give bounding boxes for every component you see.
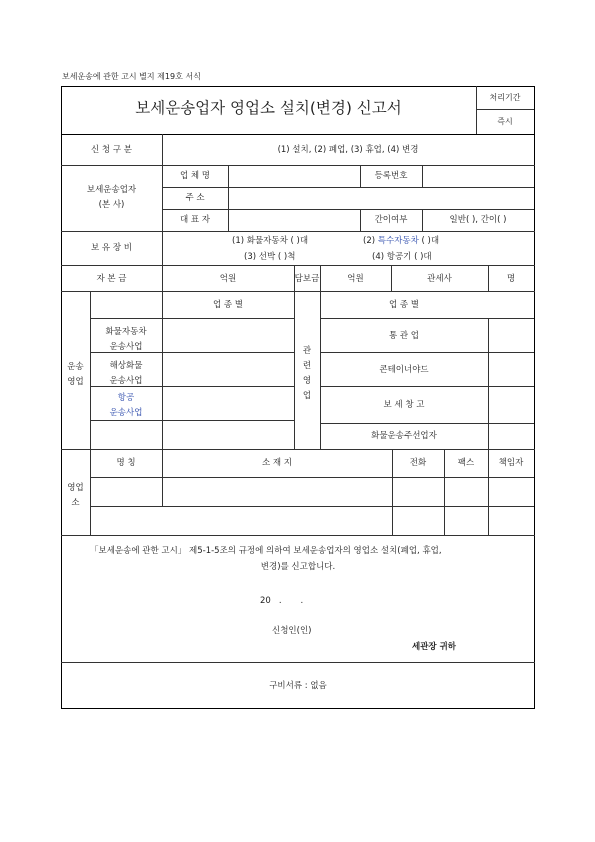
representative-label: 대 표 자 — [179, 215, 211, 225]
equipment-special-vehicle[interactable] — [363, 237, 439, 246]
business-type-header-right: 업 종 별 — [388, 300, 420, 310]
simple-flag-label: 간이여부 — [374, 215, 408, 225]
application-type-options[interactable]: (1) 설치, (2) 폐업, (3) 휴업, (4) 변경 — [277, 145, 419, 155]
registration-number-label: 등록번호 — [374, 171, 408, 181]
company-name-field[interactable] — [229, 166, 359, 187]
business-item-truck — [90, 325, 162, 355]
processing-period-label: 처리기간 — [489, 93, 521, 102]
special-vehicle-label: 특수자동차 — [377, 236, 419, 246]
processing-period-value: 즉시 — [497, 117, 513, 126]
form-reference-note: 보세운송에 관한 고시 별지 제19호 서식 — [62, 72, 201, 81]
truck-line1: 화물자동차 — [105, 327, 147, 337]
truck-line2: 운송사업 — [109, 342, 143, 352]
branch-col-location: 소 재 지 — [261, 458, 293, 468]
application-type-label: 신 청 구 분 — [91, 145, 132, 155]
air-line1: 항공 — [117, 393, 135, 403]
business-item-bonded-warehouse: 보 세 창 고 — [383, 400, 425, 410]
address-field[interactable] — [229, 188, 533, 209]
customs-broker-label: 관세사 — [427, 274, 452, 284]
declaration-line1: 「보세운송에 관한 고시」 제5-1-5조의 규정에 의하여 보세운송업자의 영업소 설치(폐업, 휴업, — [90, 546, 442, 556]
guarantee-label: 담보금 — [294, 274, 320, 284]
equipment-truck[interactable]: (1) 화물자동차 ( )대 — [232, 236, 309, 246]
business-type-header-left: 업 종 별 — [212, 300, 244, 310]
transport-business-label — [61, 360, 90, 390]
equipment-ship[interactable]: (3) 선박 ( )척 — [244, 252, 296, 262]
branch-col-phone: 전화 — [409, 458, 427, 468]
transport-business-text: 운송 영업 — [67, 362, 84, 387]
branch-col-fax: 팩스 — [457, 458, 475, 468]
applicant-signature[interactable]: 신청인(인) — [272, 626, 312, 636]
equipment-aircraft[interactable]: (4) 항공기 ( )대 — [372, 252, 432, 262]
sea-line2: 운송사업 — [109, 376, 143, 386]
declaration-date[interactable]: 20 . . — [260, 596, 304, 606]
special-vehicle-prefix: (2) — [363, 236, 378, 246]
business-item-air — [90, 391, 162, 421]
operator-sublabel: (본 사) — [98, 200, 125, 210]
business-item-customs: 통 관 업 — [388, 331, 420, 341]
branch-col-manager: 책임자 — [498, 458, 524, 468]
business-item-container-yard: 콘테이너야드 — [379, 365, 429, 375]
air-line2: 운송사업 — [109, 408, 143, 418]
guarantee-unit[interactable]: 억원 — [347, 274, 364, 284]
addressee: 세관장 귀하 — [412, 642, 457, 652]
business-item-sea — [90, 359, 162, 389]
declaration-line2: 변경)를 신고합니다. — [260, 562, 336, 572]
related-business-label — [294, 344, 320, 404]
branch-col-name: 명 칭 — [116, 458, 136, 468]
company-name-label: 업 체 명 — [179, 171, 211, 181]
special-vehicle-suffix: ( )대 — [418, 236, 440, 246]
form-title: 보세운송업자 영업소 설치(변경) 신고서 — [135, 99, 402, 117]
capital-label: 자 본 금 — [96, 274, 127, 284]
equipment-label: 보 유 장 비 — [91, 243, 132, 253]
customs-broker-unit[interactable]: 명 — [506, 274, 516, 284]
branch-office-text: 영업 소 — [67, 483, 84, 508]
operator-label: 보세운송업자 — [86, 185, 137, 195]
branch-office-label — [61, 481, 90, 511]
simple-flag-options[interactable]: 일반( ), 간이( ) — [449, 215, 507, 225]
capital-unit[interactable]: 억원 — [219, 274, 237, 284]
address-label: 주 소 — [185, 193, 205, 203]
business-item-freight-forwarder: 화물운송주선업자 — [371, 431, 437, 441]
representative-field[interactable] — [229, 210, 359, 231]
sea-line1: 해상화물 — [109, 361, 143, 371]
registration-number-field[interactable] — [423, 166, 533, 187]
related-business-text: 관 련 영 업 — [302, 346, 312, 401]
required-documents: 구비서류 : 없음 — [269, 681, 327, 691]
